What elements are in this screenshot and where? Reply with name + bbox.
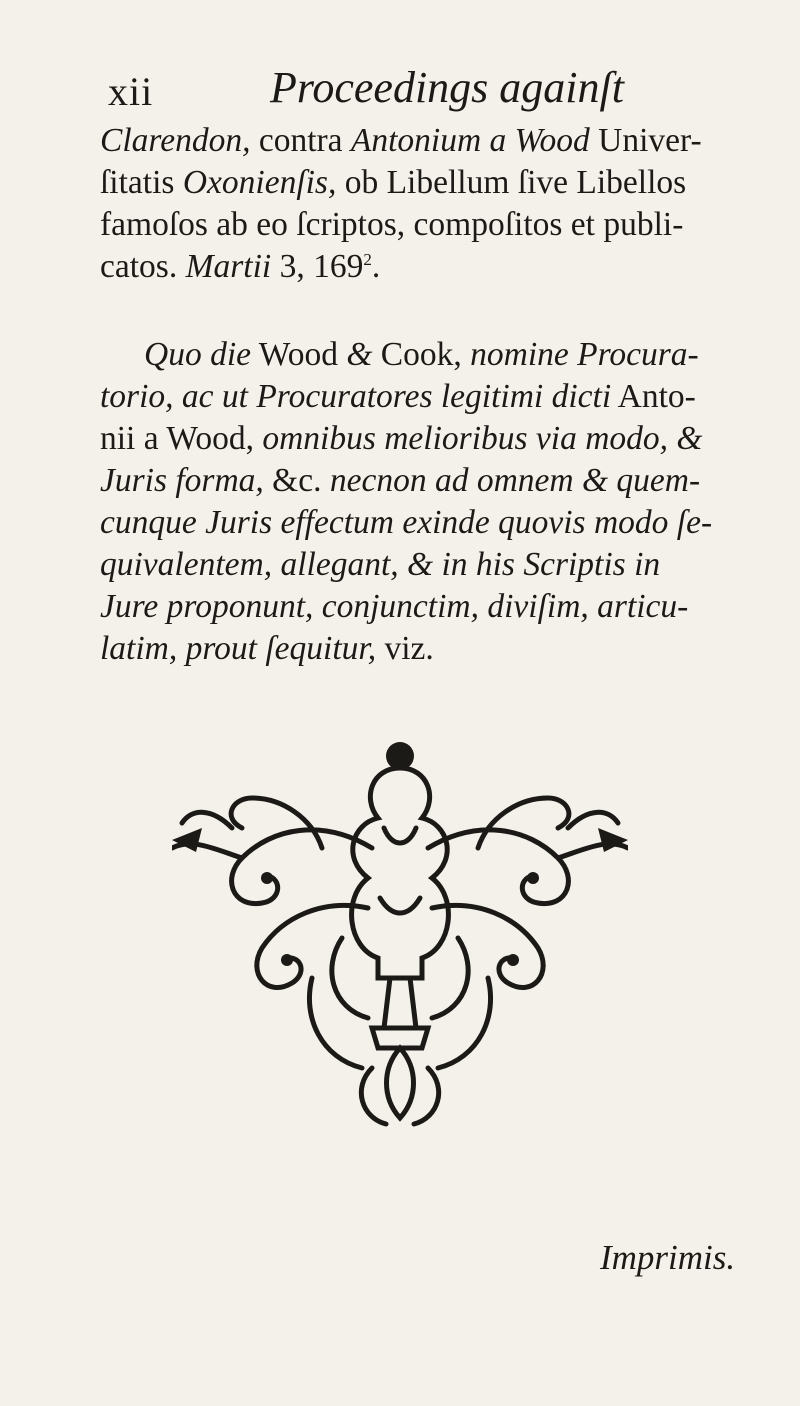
text-span: Antonium a Wood [350,122,590,159]
text-span: 3, 169 [271,248,364,285]
text-span: Martii [185,248,272,285]
text-span: omnibus melioribus via modo, & [262,420,703,457]
text-span: Cook, [372,336,471,373]
text-span: latim, prout ſequitur, [100,630,377,667]
text-span: Clarendon, [100,122,251,159]
superscript: 2 [363,249,372,269]
text-line: cunque Juris effectum exinde quovis modo ſe- [100,504,713,541]
text-span: torio, ac ut Procuratores legitimi dicti [100,378,612,415]
text-line [100,334,776,376]
text-span: nomine Procura- [470,336,699,373]
text-span: necnon ad omnem & quem- [329,462,701,499]
text-span: catos. [100,248,186,285]
text-line [100,120,776,162]
text-span: & [346,336,373,373]
text-span: Anto- [611,378,696,415]
text-line: Jure proponunt, conjunctim, diviſim, articu- [100,588,689,625]
text-line [100,418,776,460]
text-span: contra [250,122,351,159]
text-line [100,628,776,670]
text-span: &c. [263,462,330,499]
decorative-ornament [172,728,628,1146]
running-title: Proceedings againſt [270,63,624,112]
text-line [100,460,776,502]
text-span: Oxonienſis, [182,164,337,201]
text-line: quivalentem, allegant, & in his Scriptis in [100,546,661,583]
text-line: famoſos ab eo ſcriptos, compoſitos et publi- [100,206,684,243]
text-line [100,376,776,418]
text-span: . [371,248,381,285]
spacer [100,288,776,334]
text-span: Quo die [144,336,251,373]
body-text [100,120,776,670]
text-span: Univer- [589,122,702,159]
text-line [100,162,776,204]
text-span: viz. [376,630,434,667]
text-span: Juris forma, [100,462,264,499]
text-span: ob Libellum ſive Libellos [336,164,687,201]
page-header [108,60,748,120]
text-span: Wood [251,336,347,373]
text-line [100,246,776,288]
catchword: Imprimis. [600,1238,736,1277]
text-span: ſitatis [100,164,183,201]
text-span: nii a Wood, [100,420,263,457]
page-number: xii [108,69,154,114]
